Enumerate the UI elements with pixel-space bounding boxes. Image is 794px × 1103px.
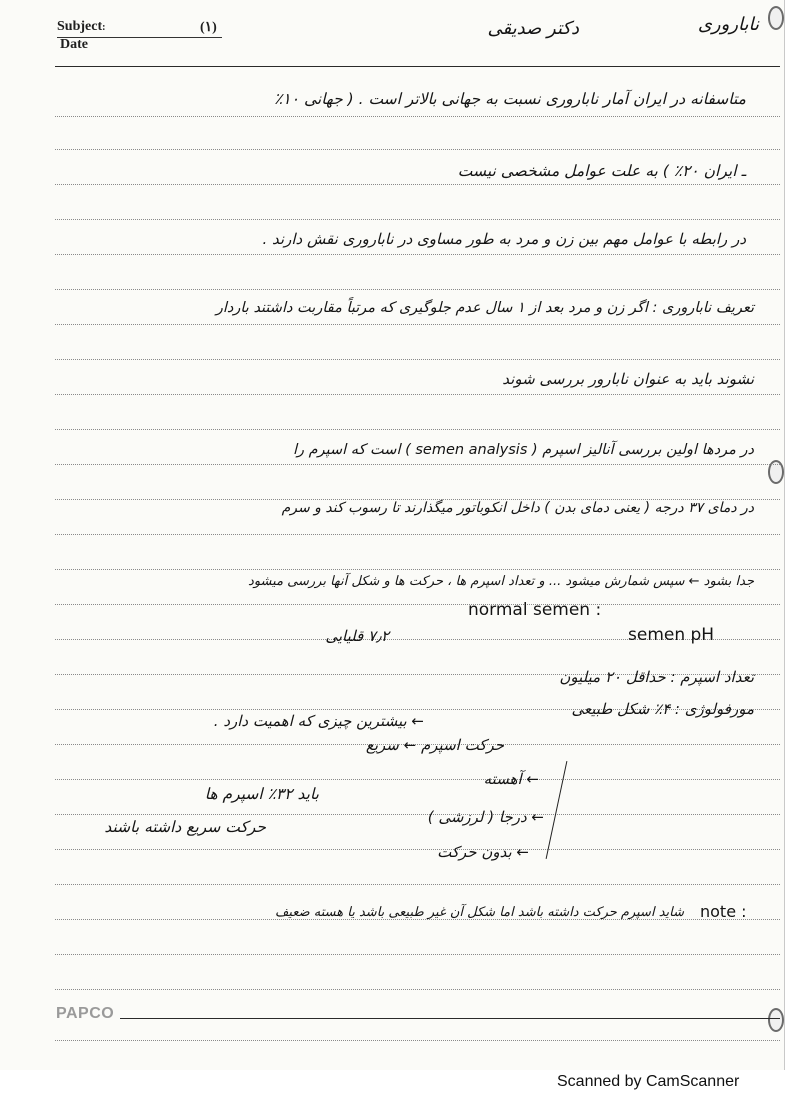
ruled-line bbox=[55, 289, 780, 290]
ruled-line bbox=[55, 849, 780, 850]
punch-hole bbox=[768, 1008, 784, 1032]
note-label: note : bbox=[700, 902, 747, 921]
ruled-line bbox=[55, 779, 780, 780]
motility-note: باید ۳۲٪ اسپرم ها bbox=[204, 785, 319, 803]
ruled-line bbox=[55, 604, 780, 605]
footer-rule bbox=[120, 1018, 780, 1019]
note-line: تعریف ناباروری : اگر زن و مرد بعد از ۱ سال عدم جلوگیری که مرتباً مقاربت داشتند باردار bbox=[215, 300, 754, 316]
motility-slow: ← آهسته bbox=[483, 770, 539, 788]
subject-value: (۱) bbox=[200, 20, 217, 35]
subject-label: Subject: bbox=[57, 19, 106, 34]
morphology: مورفولوژی : ۴٪ شکل طبیعی bbox=[571, 700, 754, 718]
header-rule bbox=[55, 66, 780, 67]
ruled-line bbox=[55, 254, 780, 255]
ruled-line bbox=[55, 464, 780, 465]
ruled-line bbox=[55, 219, 780, 220]
ruled-line bbox=[55, 184, 780, 185]
note-text: شاید اسپرم حرکت داشته باشد اما شکل آن غیر طبیعی باشد یا هسته ضعیف bbox=[274, 905, 684, 920]
sperm-count: تعداد اسپرم : حداقل ۲۰ میلیون bbox=[559, 668, 754, 686]
ruled-line bbox=[55, 989, 780, 990]
ruled-line bbox=[55, 429, 780, 430]
ruled-line bbox=[55, 116, 780, 117]
note-line: در مردها اولین بررسی آنالیز اسپرم ( semen analysis ) است که اسپرم را bbox=[292, 442, 754, 458]
motility-none: ← بدون حرکت bbox=[437, 843, 529, 861]
ruled-line bbox=[55, 814, 780, 815]
motility-in-place: ← درجا ( لرزشی ) bbox=[427, 808, 544, 826]
morphology-importance: ← بیشترین چیزی که اهمیت دارد . bbox=[213, 712, 424, 730]
motility-bracket bbox=[546, 761, 568, 859]
ruled-line bbox=[55, 394, 780, 395]
ruled-line bbox=[55, 359, 780, 360]
note-line: در دمای ۳۷ درجه ( یعنی دمای بدن ) داخل انکوباتور میگذارند تا رسوب کند و سرم bbox=[281, 500, 754, 516]
page-author: دکتر صدیقی bbox=[487, 18, 579, 39]
semen-ph-value: ۷٫۲ قلیایی bbox=[325, 627, 389, 645]
note-line: نشوند باید به عنوان نابارور بررسی شوند bbox=[502, 370, 754, 388]
ruled-line bbox=[55, 1040, 780, 1041]
punch-hole bbox=[768, 6, 784, 30]
motility-note: حرکت سریع داشته باشند bbox=[104, 818, 266, 836]
ruled-line bbox=[55, 324, 780, 325]
motility-fast: حرکت اسپرم ← سریع bbox=[365, 736, 504, 754]
note-line: ـ ایران ۲۰٪ ) به علت عوامل مشخصی نیست bbox=[457, 162, 746, 180]
date-label: Date bbox=[60, 37, 88, 52]
note-line: متاسفانه در ایران آمار ناباروری نسبت به جهانی بالاتر است . ( جهانی ۱۰٪ bbox=[274, 90, 746, 108]
semen-ph-label: semen pH bbox=[628, 625, 715, 645]
ruled-line bbox=[55, 954, 780, 955]
normal-semen-label: normal semen : bbox=[468, 600, 602, 620]
page-topic: ناباروری bbox=[697, 14, 759, 35]
papco-logo: PAPCO bbox=[56, 1005, 115, 1022]
ruled-line bbox=[55, 534, 780, 535]
scanner-watermark: Scanned by CamScanner bbox=[557, 1073, 740, 1090]
note-line: در رابطه با عوامل مهم بین زن و مرد به طور مساوی در ناباروری نقش دارند . bbox=[262, 230, 746, 248]
ruled-line bbox=[55, 149, 780, 150]
note-line: جدا بشود ← سپس شمارش میشود ... و تعداد اسپرم ها ، حرکت ها و شکل آنها بررسی میشود bbox=[248, 574, 754, 589]
ruled-line bbox=[55, 884, 780, 885]
ruled-line bbox=[55, 569, 780, 570]
